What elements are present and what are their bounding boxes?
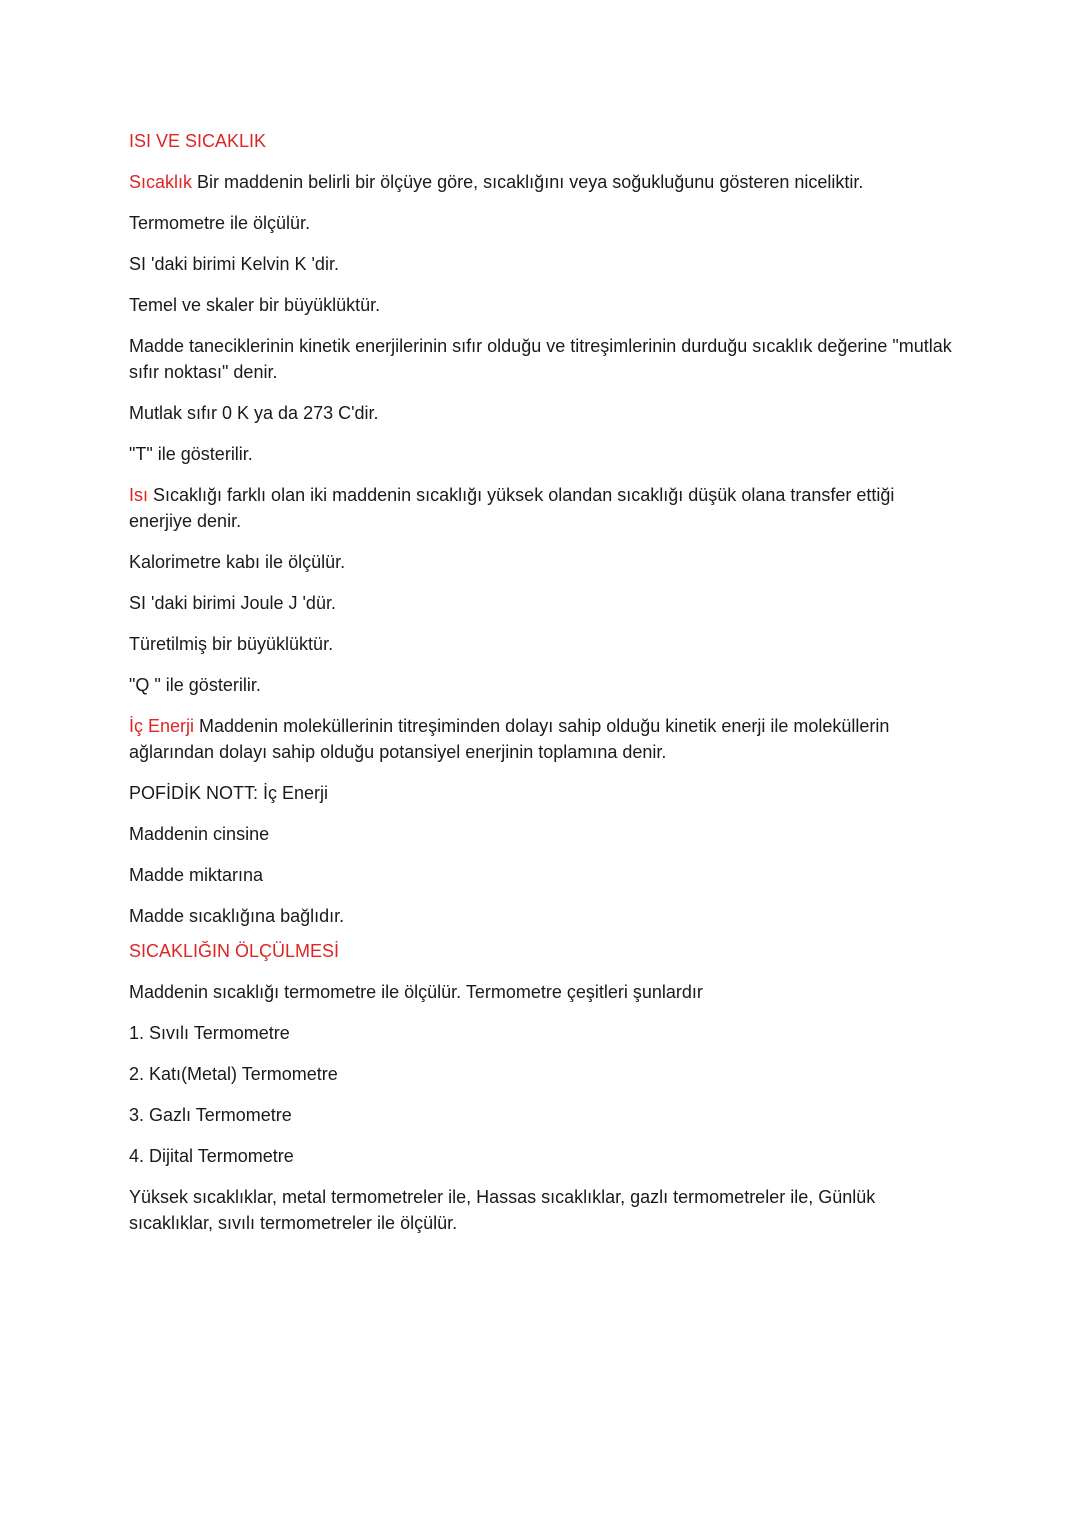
- text-line: Madde taneciklerinin kinetik enerjilerinin sıfır olduğu ve titreşimlerinin durduğu sıcaklık değerine "mutlak sıfır noktası" denir.: [129, 336, 952, 382]
- term-isi: Isı: [129, 485, 149, 505]
- list-item: 2. Katı(Metal) Termometre: [129, 1064, 338, 1084]
- term-ic-enerji: İç Enerji: [129, 716, 195, 736]
- text-line: "Q " ile gösterilir.: [129, 675, 261, 695]
- text-line: Maddenin cinsine: [129, 824, 270, 844]
- text-line: Temel ve skaler bir büyüklüktür.: [129, 295, 381, 315]
- text-line: Mutlak sıfır 0 K ya da 273 C'dir.: [129, 403, 379, 423]
- list-item: 3. Gazlı Termometre: [129, 1105, 292, 1125]
- paragraph-ic-enerji-definition: [129, 713, 959, 765]
- definition-text: Bir maddenin belirli bir ölçüye göre, sıcaklığını veya soğukluğunu gösteren niceliktir.: [192, 172, 864, 192]
- definition-text: Maddenin moleküllerinin titreşiminden dolayı sahip olduğu kinetik enerji ile moleküllerin ağlarından dolayı sahip olduğu potansiyel enerjinin toplamına denir.: [129, 716, 890, 762]
- text-line: Yüksek sıcaklıklar, metal termometreler ile, Hassas sıcaklıklar, gazlı termometreler ile, Günlük sıcaklıklar, sıvılı termometreler ile ölçülür.: [129, 1187, 876, 1233]
- text-line: Madde sıcaklığına bağlıdır.: [129, 906, 345, 926]
- paragraph-sicaklik-definition: [129, 169, 959, 195]
- section-heading: SICAKLIĞIN ÖLÇÜLMESİ: [129, 941, 340, 961]
- document-page: [129, 128, 959, 1251]
- text-line: Maddenin sıcaklığı termometre ile ölçülür. Termometre çeşitleri şunlardır: [129, 982, 703, 1002]
- text-line: SI 'daki birimi Joule J 'dür.: [129, 593, 336, 613]
- text-line: Türetilmiş bir büyüklüktür.: [129, 634, 334, 654]
- text-line: POFİDİK NOTT: İç Enerji: [129, 783, 329, 803]
- text-line: Kalorimetre kabı ile ölçülür.: [129, 552, 346, 572]
- text-line: "T" ile gösterilir.: [129, 444, 253, 464]
- document-title: ISI VE SICAKLIK: [129, 131, 267, 151]
- term-sicaklik: Sıcaklık: [129, 172, 193, 192]
- definition-text: Sıcaklığı farklı olan iki maddenin sıcaklığı yüksek olandan sıcaklığı düşük olana transfer ettiği enerjiye denir.: [129, 485, 895, 531]
- text-line: Madde miktarına: [129, 865, 264, 885]
- paragraph-isi-definition: [129, 482, 959, 534]
- list-item: 1. Sıvılı Termometre: [129, 1023, 290, 1043]
- text-line: Termometre ile ölçülür.: [129, 213, 311, 233]
- text-line: SI 'daki birimi Kelvin K 'dir.: [129, 254, 339, 274]
- list-item: 4. Dijital Termometre: [129, 1146, 294, 1166]
